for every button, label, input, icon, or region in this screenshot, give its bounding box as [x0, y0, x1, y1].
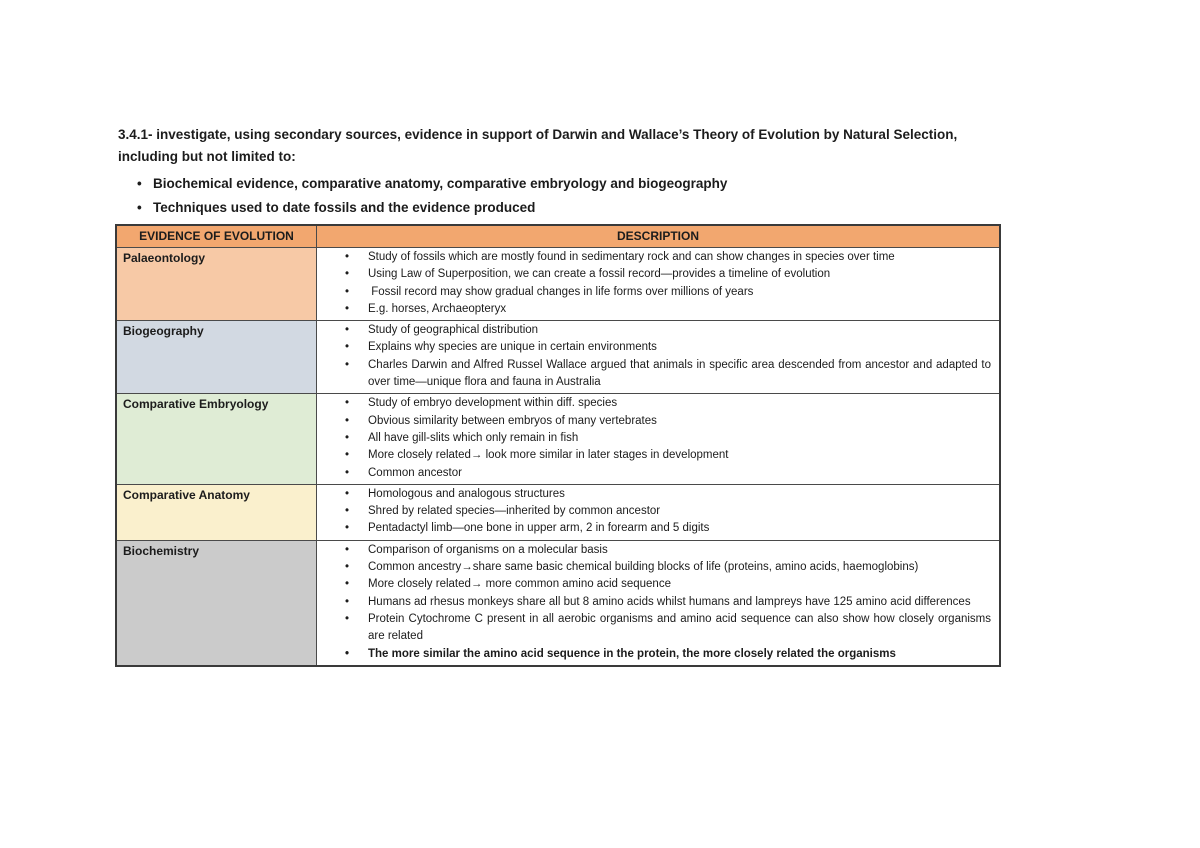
- description-cell: [317, 248, 999, 320]
- description-bullet-list: [317, 248, 999, 320]
- table-header-row: [117, 226, 999, 247]
- description-bullet-list: [317, 394, 999, 483]
- table-row: [117, 540, 999, 665]
- description-bullet: • Common ancestry→share same basic chemical building blocks of life (proteins, amino acids, haemoglobins): [317, 559, 991, 576]
- description-bullet: • Humans ad rhesus monkeys share all but 8 amino acids whilst humans and lampreys have 125 amino acid differences: [317, 594, 991, 611]
- description-cell: [317, 541, 999, 665]
- table-row: [117, 247, 999, 320]
- evidence-of-evolution-table: [115, 224, 1001, 667]
- description-bullet: • Study of geographical distribution: [317, 322, 991, 339]
- description-bullet: • Study of fossils which are mostly found in sedimentary rock and can show changes in species over time: [317, 249, 991, 266]
- description-bullet: • More closely related→ more common amino acid sequence: [317, 576, 991, 593]
- description-bullet: • Comparison of organisms on a molecular basis: [317, 542, 991, 559]
- category-cell: Comparative Embryology: [117, 394, 317, 483]
- description-bullet: • Homologous and analogous structures: [317, 486, 991, 503]
- description-cell: [317, 394, 999, 483]
- table-header-description: DESCRIPTION: [317, 226, 999, 247]
- table-row: [117, 320, 999, 393]
- category-cell: Comparative Anatomy: [117, 485, 317, 540]
- table-row: [117, 484, 999, 540]
- description-bullet-list: [317, 541, 999, 665]
- description-cell: [317, 321, 999, 393]
- intro-bullet: • Biochemical evidence, comparative anatomy, comparative embryology and biogeography: [118, 175, 998, 193]
- description-bullet: • More closely related→ look more similar in later stages in development: [317, 447, 991, 464]
- description-bullet-list: [317, 321, 999, 393]
- description-bullet: • Shred by related species—inherited by common ancestor: [317, 503, 991, 520]
- intro-bullet: • Techniques used to date fossils and the evidence produced: [118, 199, 998, 217]
- description-bullet: • Explains why species are unique in certain environments: [317, 339, 991, 356]
- description-bullet: • Charles Darwin and Alfred Russel Wallace argued that animals in specific area descended from ancestor and adapted to over time—unique flora and fauna in Australia: [317, 357, 991, 392]
- description-bullet: • E.g. horses, Archaeopteryx: [317, 301, 991, 318]
- description-bullet: • Fossil record may show gradual changes in life forms over millions of years: [317, 284, 991, 301]
- intro-bullet-list: [118, 175, 998, 223]
- category-cell: Palaeontology: [117, 248, 317, 320]
- description-bullet: • The more similar the amino acid sequence in the protein, the more closely related the organisms: [317, 646, 991, 663]
- syllabus-heading: 3.4.1- investigate, using secondary sources, evidence in support of Darwin and Wallace’s Theory of Evolution by Natural Selection, including but not limited to:: [118, 127, 958, 164]
- category-cell: Biogeography: [117, 321, 317, 393]
- description-bullet: • Using Law of Superposition, we can create a fossil record—provides a timeline of evolution: [317, 266, 991, 283]
- table-header-evidence-of-evolution: EVIDENCE OF EVOLUTION: [117, 226, 317, 247]
- description-cell: [317, 485, 999, 540]
- category-cell: Biochemistry: [117, 541, 317, 665]
- table-body: [117, 247, 999, 665]
- description-bullet: • Common ancestor: [317, 465, 991, 482]
- description-bullet: • Study of embryo development within diff. species: [317, 395, 991, 412]
- description-bullet: • Obvious similarity between embryos of many vertebrates: [317, 413, 991, 430]
- description-bullet: • All have gill-slits which only remain in fish: [317, 430, 991, 447]
- table-row: [117, 393, 999, 483]
- description-bullet: • Protein Cytochrome C present in all aerobic organisms and amino acid sequence can also show how closely organisms are related: [317, 611, 991, 646]
- description-bullet-list: [317, 485, 999, 540]
- description-bullet: • Pentadactyl limb—one bone in upper arm, 2 in forearm and 5 digits: [317, 520, 991, 537]
